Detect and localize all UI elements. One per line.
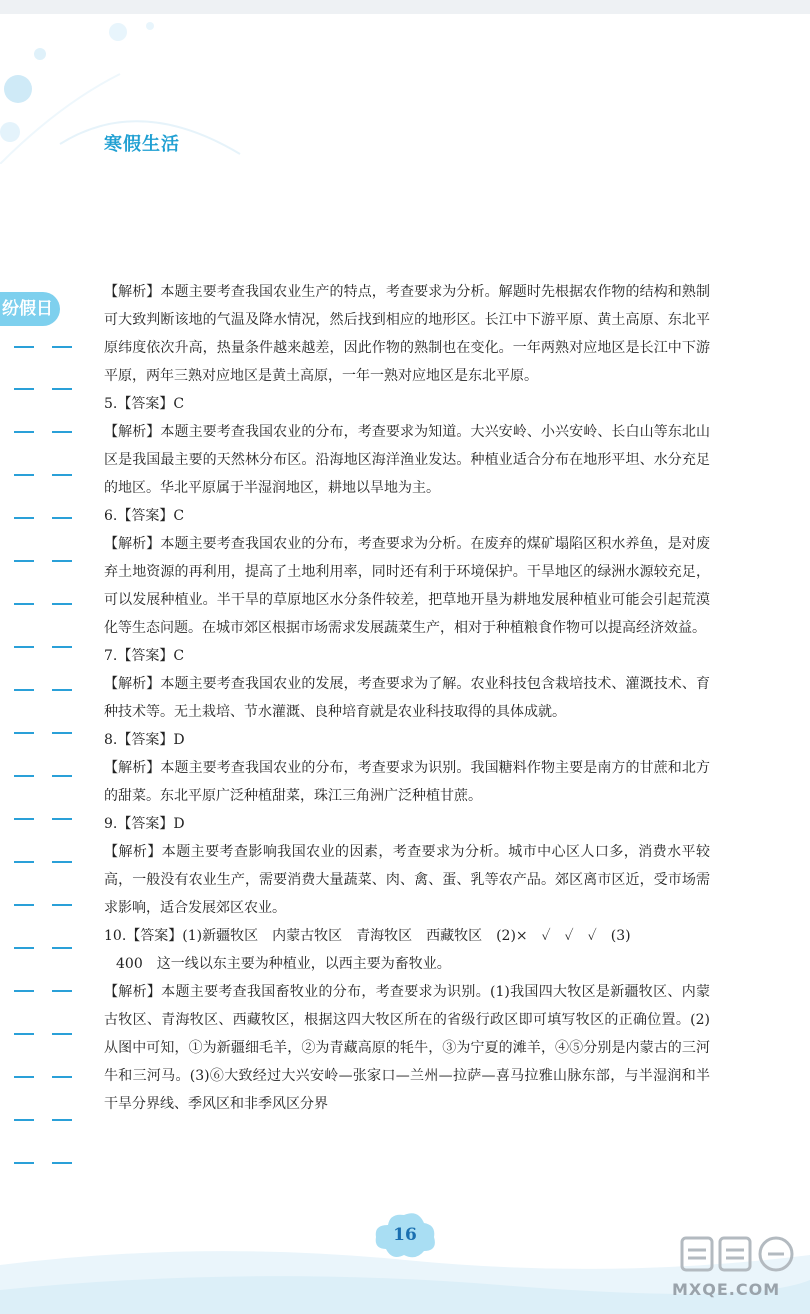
explanation-paragraph: 【解析】本题主要考查我国农业的发展，考查要求为了解。农业科技包含栽培技术、灌溉技术、育种技术等。无土栽培、节水灌溉、良种培育就是农业科技取得的具体成就。 [104, 676, 710, 720]
top-band [0, 0, 810, 14]
explanation-paragraph: 【解析】本题主要考查我国农业的分布，考查要求为分析。在废弃的煤矿塌陷区积水养鱼，是对废弃土地资源的再利用，提高了土地利用率，同时还有利于环境保护。干旱地区的绿洲水源较充足，可以发展种植业。半干旱的草原地区水分条件较差，把草地开垦为耕地发展种植业可能会引起荒漠化等生态问题。在城市郊区根据市场需求发展蔬菜生产，相对于种植粮食作物可以提高经济效益。 [104, 536, 710, 636]
answer-line-7: 7.【答案】C [104, 648, 185, 664]
explanation-paragraph: 【解析】本题主要考查我国农业生产的特点，考查要求为分析。解题时先根据农作物的结构和熟制可大致判断该地的气温及降水情况，然后找到相应的地形区。长江中下游平原、黄土高原、东北平原纬度依次升高，热量条件越来越差，因此作物的熟制也在变化。一年两熟对应地区是长江中下游平原，两年三熟对应地区是黄土高原，一年一熟对应地区是东北平原。 [104, 284, 710, 384]
explanation-paragraph: 【解析】本题主要考查我国农业的分布，考查要求为识别。我国糖料作物主要是南方的甘蔗和北方的甜菜。东北平原广泛种植甜菜，珠江三角洲广泛种植甘蔗。 [104, 760, 710, 804]
explanation-paragraph: 【解析】本题主要考查影响我国农业的因素，考查要求为分析。城市中心区人口多，消费水平较高，一般没有农业生产，需要消费大量蔬菜、肉、禽、蛋、乳等农产品。郊区离市区近，受市场需求影响，适合发展郊区农业。 [104, 844, 710, 916]
explanation-paragraph: 【解析】本题主要考查我国农业的分布，考查要求为知道。大兴安岭、小兴安岭、长白山等东北山区是我国最主要的天然林分布区。沿海地区海洋渔业发达。种植业适合分布在地形平坦、水分充足的地区。华北平原属于半湿润地区，耕地以旱地为主。 [104, 424, 710, 496]
margin-dash-lines [0, 0, 80, 1314]
side-tab: 纷假日 [0, 292, 60, 326]
answer-line-5: 5.【答案】C [104, 396, 185, 412]
answer-line-10: 10.【答案】(1)新疆牧区 内蒙古牧区 青海牧区 西藏牧区 (2)× ✓ ✓ ✓ (3) [104, 928, 631, 944]
answer-line-6: 6.【答案】C [104, 508, 185, 524]
watermark-text: MXQE.COM [672, 1280, 781, 1299]
answer-line-9: 9.【答案】D [104, 816, 185, 832]
page-number: 16 [393, 1225, 417, 1245]
watermark [672, 1232, 802, 1306]
explanation-paragraph: 【解析】本题主要考查我国畜牧业的分布，考查要求为识别。(1)我国四大牧区是新疆牧区、内蒙古牧区、青海牧区、西藏牧区，根据这四大牧区所在的省级行政区即可填写牧区的正确位置。(2)从图中可知，①为新疆细毛羊，②为青藏高原的牦牛，③为宁夏的滩羊，④⑤分别是内蒙古的三河牛和三河马。(3)⑥大致经过大兴安岭—张家口—兰州—拉萨—喜马拉雅山脉东部，与半湿润和半干旱分界线、季风区和非季风区分界 [104, 984, 710, 1112]
answer-line-8: 8.【答案】D [104, 732, 185, 748]
page-number-badge [372, 1205, 438, 1265]
header-title: 寒假生活 [104, 134, 180, 155]
answer-content [104, 278, 710, 1118]
answer-line-10-continued: 400 这一线以东主要为种植业，以西主要为畜牧业。 [116, 956, 451, 972]
watermark-logo-icon [678, 1232, 798, 1276]
